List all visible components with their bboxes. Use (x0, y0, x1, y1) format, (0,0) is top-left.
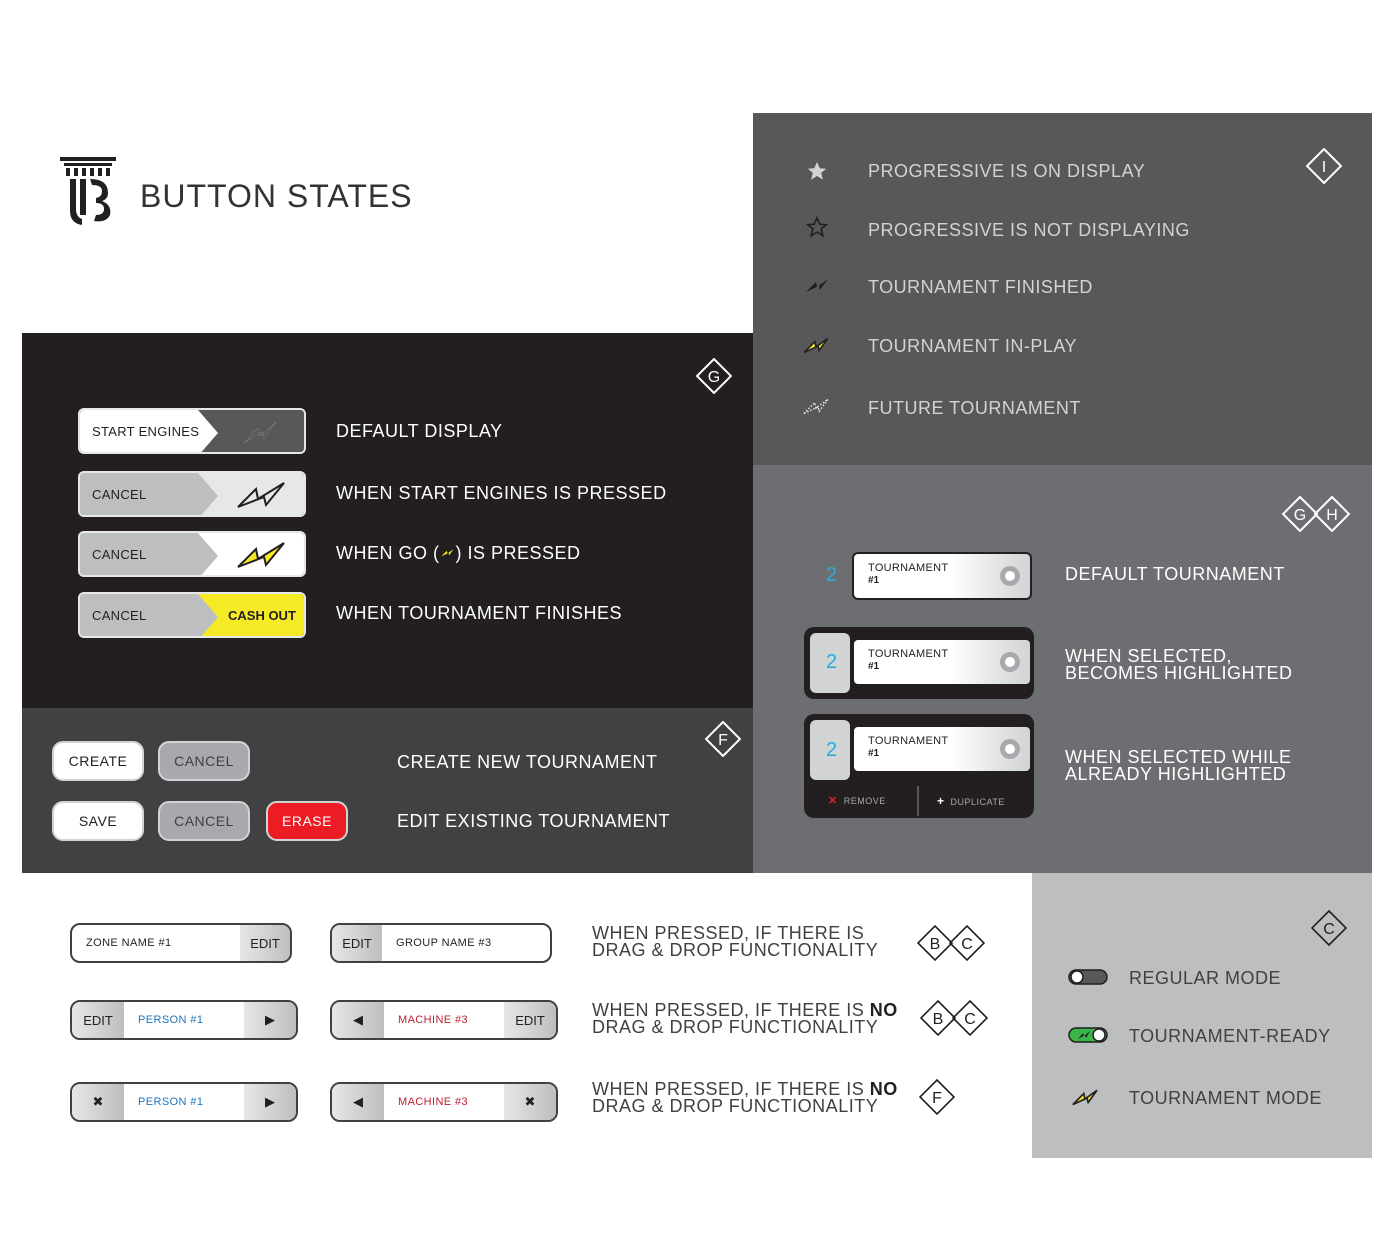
tournament-card-default[interactable] (852, 552, 1032, 600)
cancel-button[interactable]: CANCEL (158, 741, 250, 781)
desc-default-display: DEFAULT DISPLAY (336, 421, 503, 441)
toggle-off-icon (1068, 968, 1108, 986)
section-tag-f (705, 721, 741, 757)
bolt-yellow-icon (1070, 1087, 1102, 1109)
bolt-dotted-icon (800, 396, 834, 418)
desc-go-pressed: WHEN GO ( ) IS PRESSED (336, 543, 581, 563)
tournament-title: TOURNAMENT (868, 562, 949, 574)
section-tag-bc (920, 1000, 988, 1036)
plus-icon: + (937, 794, 945, 808)
person-field-removable[interactable] (70, 1082, 298, 1122)
start-engines-label: START ENGINES (92, 424, 200, 439)
legend-label-progressive-on: PROGRESSIVE IS ON DISPLAY (868, 161, 1146, 181)
start-engines-panel (22, 333, 753, 708)
tournament-number: 2 (826, 564, 838, 586)
page-title: BUTTON STATES (140, 178, 413, 214)
brand-logo (58, 155, 118, 227)
radio-icon[interactable] (1000, 566, 1020, 586)
svg-text:G: G (1293, 507, 1307, 524)
svg-text:B: B (932, 1011, 944, 1028)
cash-out-label: CASH OUT (228, 608, 296, 623)
person-field[interactable] (70, 1000, 298, 1040)
section-tag-f (919, 1079, 955, 1115)
tournament-subtitle: #1 (868, 661, 880, 672)
legend-label-tournament-in-play: TOURNAMENT IN-PLAY (868, 336, 1078, 356)
create-button[interactable]: CREATE (52, 741, 144, 781)
back-arrow-icon[interactable]: ◀ (332, 1084, 384, 1120)
svg-text:G: G (707, 369, 721, 386)
duplicate-button[interactable] (937, 794, 1005, 808)
edit-button[interactable]: EDIT (332, 925, 382, 961)
divider (917, 786, 919, 816)
close-icon: ✕ (828, 795, 838, 807)
radio-icon[interactable] (1000, 739, 1020, 759)
desc-selected-while-highlighted: WHEN SELECTED WHILE ALREADY HIGHLIGHTED (1065, 747, 1292, 784)
desc-create-new-tournament: CREATE NEW TOURNAMENT (397, 752, 658, 772)
tournament-number: 2 (826, 739, 838, 761)
svg-text:C: C (964, 1011, 976, 1028)
remove-button[interactable] (828, 794, 886, 807)
tournament-title: TOURNAMENT (868, 735, 949, 747)
section-tag-c (1311, 910, 1347, 946)
desc-selected-highlighted: WHEN SELECTED, BECOMES HIGHLIGHTED (1065, 646, 1293, 683)
zone-name-text: ZONE NAME #1 (86, 937, 172, 949)
edit-button[interactable]: EDIT (72, 1002, 124, 1038)
radio-icon[interactable] (1000, 652, 1020, 672)
desc-tournament-finishes: WHEN TOURNAMENT FINISHES (336, 603, 623, 623)
legend-label-tournament-finished: TOURNAMENT FINISHED (868, 277, 1093, 297)
play-arrow-icon[interactable]: ▶ (244, 1002, 296, 1038)
mode-label-tournament-ready: TOURNAMENT-READY (1129, 1026, 1331, 1046)
bolt-yellow-icon (440, 546, 456, 560)
legend-label-progressive-off: PROGRESSIVE IS NOT DISPLAYING (868, 220, 1190, 240)
start-engines-button[interactable] (78, 408, 306, 454)
svg-text:H: H (1326, 507, 1338, 524)
bolt-yellow-icon (802, 335, 832, 357)
star-outline-icon (806, 216, 828, 238)
remove-label: REMOVE (843, 796, 886, 806)
cancel-label: CANCEL (92, 487, 147, 502)
save-button[interactable]: SAVE (52, 801, 144, 841)
section-tag-g (696, 358, 732, 394)
legend-label-future-tournament: FUTURE TOURNAMENT (868, 398, 1081, 418)
cancel-button[interactable]: CANCEL (158, 801, 250, 841)
section-tag-bc (917, 925, 985, 961)
svg-text:C: C (961, 936, 973, 953)
svg-text:I: I (1321, 159, 1327, 176)
play-arrow-icon[interactable]: ▶ (244, 1084, 296, 1120)
cancel-label: CANCEL (92, 547, 147, 562)
tournament-subtitle: #1 (868, 748, 880, 759)
cancel-label: CANCEL (92, 608, 147, 623)
person-name-text: PERSON #1 (138, 1014, 204, 1026)
desc-default-tournament: DEFAULT TOURNAMENT (1065, 564, 1285, 584)
svg-text:F: F (718, 732, 728, 749)
group-name-text: GROUP NAME #3 (396, 937, 492, 949)
svg-text:C: C (1323, 921, 1335, 938)
person-name-text: PERSON #1 (138, 1096, 204, 1108)
tournament-card-selected[interactable] (852, 725, 1032, 773)
machine-name-text: MACHINE #3 (398, 1096, 469, 1108)
duplicate-label: DUPLICATE (950, 797, 1005, 807)
machine-field[interactable] (330, 1000, 558, 1040)
svg-text:B: B (929, 936, 941, 953)
section-tag-gh (1282, 496, 1350, 532)
create-edit-panel (22, 708, 753, 873)
bolt-dark-icon (804, 276, 832, 296)
desc-no-drag-drop: WHEN PRESSED, IF THERE IS NO DRAG & DROP FUNCTIONALITY (592, 1000, 898, 1037)
close-icon[interactable]: ✖ (72, 1084, 124, 1120)
cancel-go-active-button[interactable] (78, 531, 306, 577)
machine-name-text: MACHINE #3 (398, 1014, 469, 1026)
tournament-card-highlighted[interactable] (852, 638, 1032, 686)
tournament-subtitle: #1 (868, 575, 880, 586)
cancel-go-button[interactable] (78, 471, 306, 517)
edit-button[interactable]: EDIT (504, 1002, 556, 1038)
mode-label-regular: REGULAR MODE (1129, 968, 1282, 988)
toggle-on-icon (1068, 1026, 1108, 1044)
desc-edit-existing-tournament: EDIT EXISTING TOURNAMENT (397, 811, 671, 831)
tournament-title: TOURNAMENT (868, 648, 949, 660)
cash-out-button[interactable] (78, 592, 306, 638)
star-filled-icon (806, 160, 828, 182)
erase-button[interactable]: ERASE (266, 801, 348, 841)
desc-start-engines-pressed: WHEN START ENGINES IS PRESSED (336, 483, 667, 503)
close-icon[interactable]: ✖ (504, 1084, 556, 1120)
desc-no-drag-drop: WHEN PRESSED, IF THERE IS NO DRAG & DROP FUNCTIONALITY (592, 1079, 898, 1116)
svg-text:F: F (932, 1090, 942, 1107)
zone-name-field[interactable] (70, 923, 292, 963)
desc-drag-drop: WHEN PRESSED, IF THERE IS DRAG & DROP FUNCTIONALITY (592, 923, 879, 960)
machine-field-removable[interactable] (330, 1082, 558, 1122)
back-arrow-icon[interactable]: ◀ (332, 1002, 384, 1038)
section-tag-i (1306, 148, 1342, 184)
group-name-field[interactable] (330, 923, 552, 963)
tournament-number: 2 (826, 651, 838, 673)
mode-label-tournament: TOURNAMENT MODE (1129, 1088, 1322, 1108)
edit-button[interactable]: EDIT (240, 925, 290, 961)
